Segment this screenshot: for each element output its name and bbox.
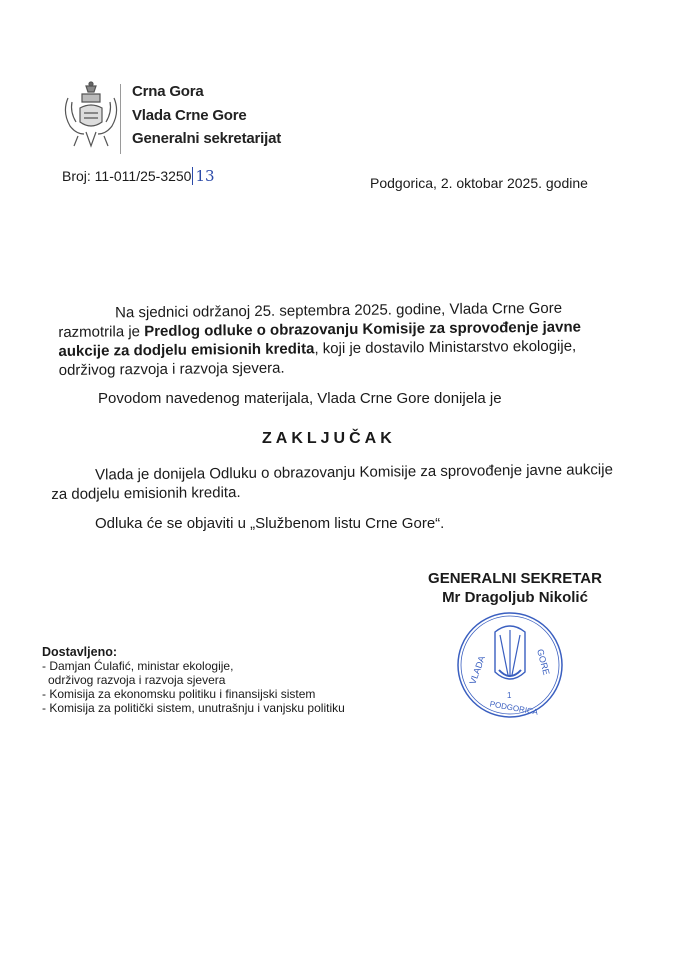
coat-of-arms-icon [60, 80, 122, 154]
signer-title: GENERALNI SEKRETAR [428, 570, 602, 587]
paragraph-session: Na sjednici održanoj 25. septembra 2025. godine, Vlada Crne Gore razmotrila je Predlog odluke o obrazovanju Komisije za sprovođenje javne aukcije za dodjelu emisionih kredita, koji je dostavilo Ministarstvo ekologije, održivog razvoja i razvoja sjevera. [58, 299, 581, 379]
distribution-item: održivog razvoja i razvoja sjevera [48, 673, 226, 687]
signer-name: Mr Dragoljub Nikolić [442, 589, 588, 606]
header-government: Vlada Crne Gore [132, 107, 247, 124]
paragraph-decision-intro: Povodom navedenog materijala, Vlada Crne Gore donijela je [98, 390, 502, 407]
reference-number: Broj: 11-011/25-3250 13 [62, 167, 215, 185]
paragraph-publication: Odluka će se objaviti u „Službenom listu Crne Gore“. [95, 515, 445, 532]
proposal-title: Predlog odluke o obrazovanju Komisije za sprovođenje javne aukcije za dodjelu emisionih kredita [58, 318, 581, 360]
distribution-item: - Komisija za politički sistem, unutrašnju i vanjsku politiku [42, 701, 345, 715]
svg-text:VLADA: VLADA [467, 654, 487, 686]
distribution-heading: Dostavljeno: [42, 645, 118, 659]
document-title: ZAKLJUČAK [262, 430, 396, 447]
paragraph-decision: Vlada je donijela Odluku o obrazovanju Komisije za sprovođenje javne aukcije za dodjelu emisionih kredita. [51, 461, 613, 503]
handwritten-suffix: 13 [192, 167, 214, 185]
svg-text:GORE: GORE [535, 647, 552, 677]
header-country: Crna Gora [132, 83, 204, 100]
distribution-item: - Damjan Ćulafić, ministar ekologije, [42, 659, 234, 673]
svg-text:1: 1 [507, 691, 512, 700]
header-divider [120, 84, 121, 154]
distribution-list [42, 645, 345, 715]
svg-text:PODGORICA: PODGORICA [488, 699, 539, 717]
date-line: Podgorica, 2. oktobar 2025. godine [370, 175, 588, 191]
header-secretariat: Generalni sekretarijat [132, 130, 282, 147]
official-stamp-icon [455, 610, 565, 720]
distribution-item: - Komisija za ekonomsku politiku i finansijski sistem [42, 687, 316, 701]
